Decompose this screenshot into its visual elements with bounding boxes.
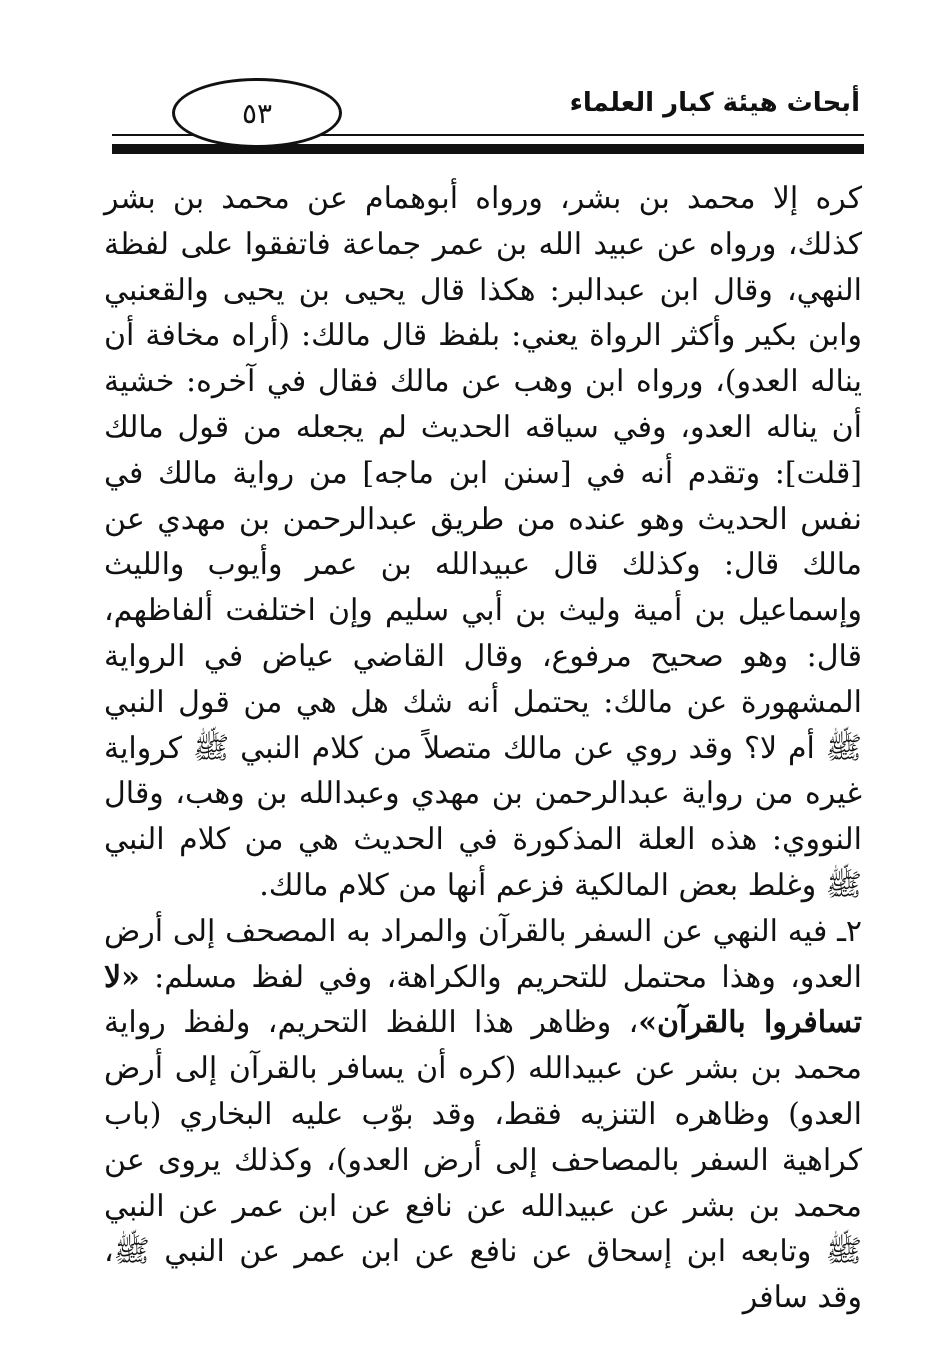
hadith-quote: «لا تسافروا بالقرآن»: [104, 959, 862, 1041]
book-title: أبحاث هيئة كبار العلماء: [569, 88, 860, 118]
page-header: [112, 78, 864, 160]
paragraph-2-start: ٢ـ فيه النهي عن السفر بالقرآن والمراد به المصحف إلى أرض العدو، وهذا محتمل للتحريم والكراهة، وفي لفظ مسلم:: [104, 913, 862, 995]
body-text: [104, 176, 862, 1321]
paragraph-2: [104, 909, 862, 1321]
paragraph-2-end: ، وظاهر هذا اللفظ التحريم، ولفظ رواية محمد بن بشر عن عبيدالله (كره أن يسافر بالقرآن إلى أرض العدو) وظاهره التنزيه فقط، وقد بوّب عليه البخاري (باب كراهية السفر بالمصاحف إلى أرض العدو)، وكذلك يروى عن محمد بن بشر عن عبيدالله عن نافع عن ابن عمر عن النبي ﷺ وتابعه ابن إسحاق عن نافع عن ابن عمر عن النبي ﷺ، وقد سافر: [104, 1005, 862, 1316]
page-number-oval: [172, 78, 342, 148]
paragraph-1: كره إلا محمد بن بشر، ورواه أبوهمام عن محمد بن بشر كذلك، ورواه عن عبيد الله بن عمر جماعة فاتفقوا على لفظة النهي، وقال ابن عبدالبر: هكذا قال يحيى بن يحيى والقعنبي وابن بكير وأكثر الرواة يعني: بلفظ قال مالك: (أراه مخافة أن يناله العدو)، ورواه ابن وهب عن مالك فقال في آخره: خشية أن يناله العدو، وفي سياقه الحديث لم يجعله من قول مالك [قلت]: وتقدم أنه في [سنن ابن ماجه] من رواية مالك في نفس الحديث وهو عنده من طريق عبدالرحمن بن مهدي عن مالك قال: وكذلك قال عبيدالله بن عمر وأيوب والليث وإسماعيل بن أمية وليث بن أبي سليم وإن اختلفت ألفاظهم، قال: وهو صحيح مرفوع، وقال القاضي عياض في الرواية المشهورة عن مالك: يحتمل أنه شك هل هي من قول النبي ﷺ أم لا؟ وقد روي عن مالك متصلاً من كلام النبي ﷺ كرواية غيره من رواية عبدالرحمن بن مهدي وعبدالله بن وهب، وقال النووي: هذه العلة المذكورة في الحديث هي من كلام النبي ﷺ وغلط بعض المالكية فزعم أنها من كلام مالك.: [104, 181, 862, 903]
page-number: ٥٣: [241, 96, 273, 130]
